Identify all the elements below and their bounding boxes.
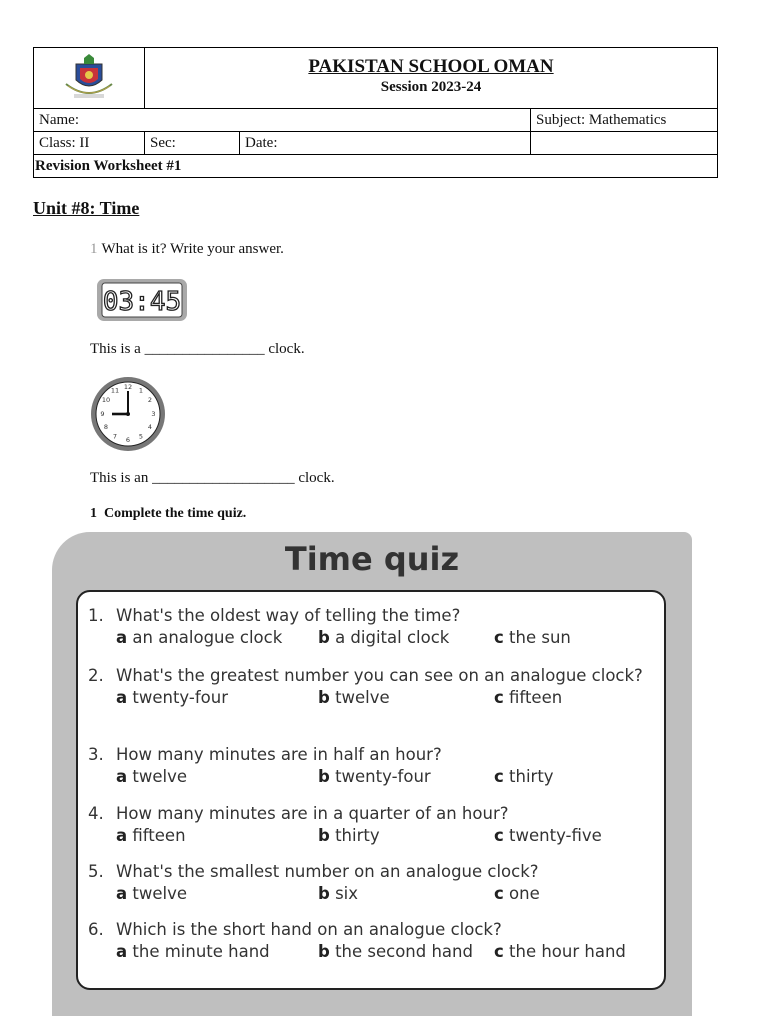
quiz-box — [76, 590, 666, 990]
date-field[interactable]: Date: — [240, 132, 531, 155]
quiz-item — [88, 665, 648, 709]
digital-sentence[interactable]: This is a ________________ clock. — [90, 341, 305, 357]
header-table — [33, 47, 718, 178]
unit-title: Unit #8: Time — [33, 198, 140, 218]
analogue-sentence[interactable]: This is an ___________________ clock. — [90, 470, 335, 486]
quiz-item-number: 4. — [88, 804, 104, 823]
option-a[interactable]: a twelve — [116, 767, 188, 786]
option-a[interactable]: a an analogue clock — [116, 628, 283, 647]
subject-label: Subject: Mathematics — [531, 109, 718, 132]
svg-text:3: 3 — [151, 410, 156, 418]
option-c[interactable]: c the sun — [494, 628, 571, 647]
option-a[interactable]: a twelve — [116, 884, 188, 903]
quiz-item-question: How many minutes are in half an hour? — [116, 745, 442, 764]
quiz-item-number: 2. — [88, 666, 104, 685]
svg-text:11: 11 — [110, 386, 120, 395]
quiz-item-number: 5. — [88, 862, 104, 881]
svg-text:12: 12 — [123, 383, 133, 391]
question-number: 1 — [90, 241, 98, 257]
option-b[interactable]: b twenty-four — [318, 767, 431, 786]
logo-cell — [34, 48, 145, 109]
quiz-item-question: What's the oldest way of telling the time? — [116, 606, 461, 625]
option-b[interactable]: b thirty — [318, 826, 380, 845]
svg-text:9: 9 — [100, 410, 105, 418]
quiz-item-question: What's the greatest number you can see on an analogue clock? — [116, 666, 643, 685]
question-text: What is it? Write your answer. — [101, 241, 284, 257]
analogue-clock-icon — [88, 374, 168, 454]
option-c[interactable]: c one — [494, 884, 540, 903]
quiz-item — [88, 861, 648, 905]
quiz-item — [88, 744, 648, 788]
school-crest-icon — [54, 50, 124, 102]
sec-field[interactable]: Sec: — [145, 132, 240, 155]
option-c[interactable]: c the hour hand — [494, 942, 626, 961]
question-2 — [90, 506, 246, 522]
option-a[interactable]: a twenty-four — [116, 688, 229, 707]
quiz-item — [88, 803, 648, 847]
question-2-text: Complete the time quiz. — [104, 506, 247, 521]
svg-text:8: 8 — [103, 423, 109, 431]
quiz-item-question: How many minutes are in a quarter of an hour? — [116, 804, 509, 823]
option-b[interactable]: b six — [318, 884, 359, 903]
quiz-item-question: What's the smallest number on an analogue clock? — [116, 862, 539, 881]
quiz-item-number: 6. — [88, 920, 104, 939]
svg-text:7: 7 — [112, 432, 118, 441]
question-1 — [90, 241, 284, 258]
svg-text:10: 10 — [101, 396, 111, 404]
name-field[interactable]: Name: — [34, 109, 531, 132]
svg-text:4: 4 — [147, 423, 153, 431]
svg-text:6: 6 — [125, 436, 131, 444]
session-label: Session 2023-24 — [380, 79, 482, 95]
quiz-item-question: Which is the short hand on an analogue clock? — [116, 920, 502, 939]
school-title-cell — [145, 48, 718, 109]
digital-clock-time: 03:45 — [102, 287, 182, 317]
time-quiz-panel — [52, 532, 692, 1016]
option-c[interactable]: c thirty — [494, 767, 554, 786]
svg-text:2: 2 — [147, 396, 153, 404]
option-a[interactable]: a fifteen — [116, 826, 186, 845]
svg-text:1: 1 — [138, 386, 144, 395]
quiz-item-number: 3. — [88, 745, 104, 764]
quiz-item-number: 1. — [88, 606, 104, 625]
option-b[interactable]: b the second hand — [318, 942, 473, 961]
option-c[interactable]: c twenty-five — [494, 826, 602, 845]
empty-cell — [531, 132, 718, 155]
svg-text:5: 5 — [138, 432, 144, 441]
option-c[interactable]: c fifteen — [494, 688, 563, 707]
option-a[interactable]: a the minute hand — [116, 942, 270, 961]
quiz-title: Time quiz — [284, 540, 460, 578]
quiz-item — [88, 605, 648, 649]
quiz-item — [88, 919, 648, 963]
question-2-number: 1 — [90, 506, 97, 521]
option-b[interactable]: b a digital clock — [318, 628, 450, 647]
class-label: Class: II — [34, 132, 145, 155]
option-b[interactable]: b twelve — [318, 688, 390, 707]
digital-clock-icon — [96, 278, 188, 322]
worksheet-title: Revision Worksheet #1 — [34, 155, 718, 178]
school-name: PAKISTAN SCHOOL OMAN — [308, 56, 554, 77]
